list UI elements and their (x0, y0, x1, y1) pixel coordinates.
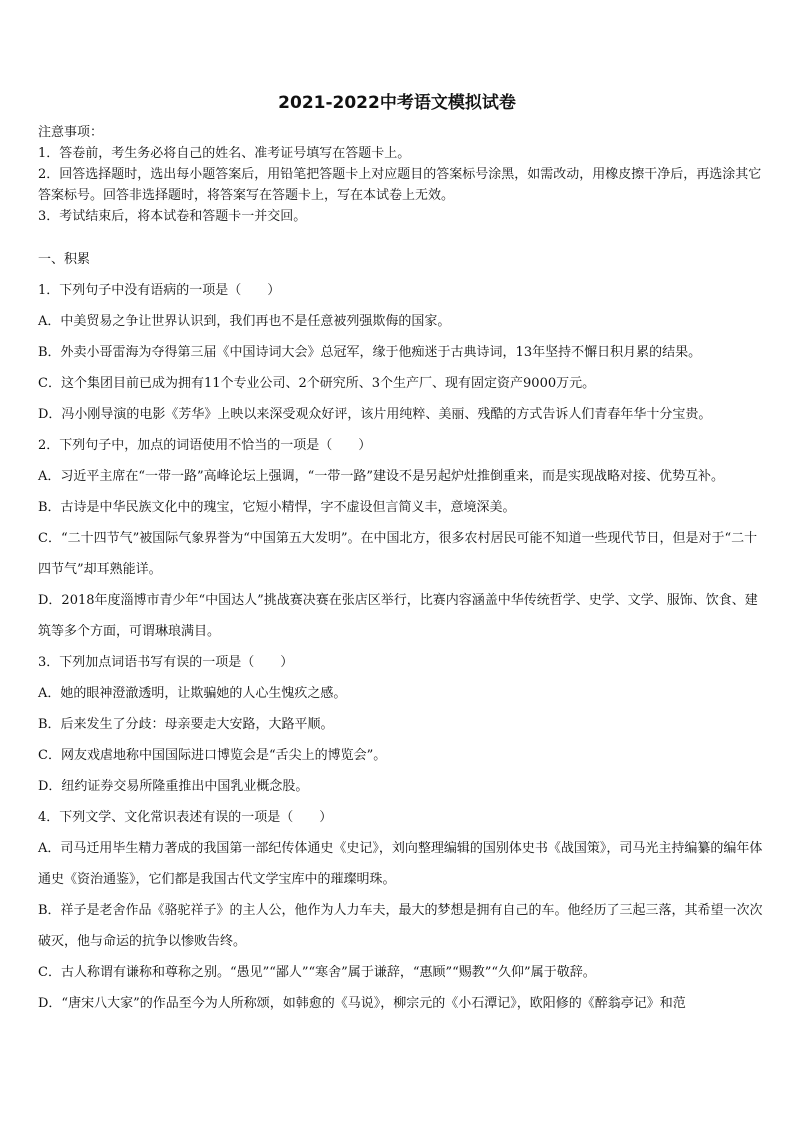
question-option: A．她的眼神澄澈透明，让欺骗她的人心生愧疚之感。 (38, 686, 347, 701)
question-option: B．祥子是老舍作品《骆驼祥子》的主人公，他作为人力车夫，最大的梦想是拥有自己的车。他经历了三起三落，其希望一次次破灭，他与命运的抗争以惨败告终。 (38, 903, 763, 949)
notice-item: 3．考试结束后，将本试卷和答题卡一并交回。 (38, 209, 307, 224)
question-option: C．网友戏虐地称中国国际进口博览会是“舌尖上的博览会”。 (38, 748, 387, 763)
question-option: D．2018年度淄博市青少年“中国达人”挑战赛决赛在张店区举行，比赛内容涵盖中华传统哲学、史学、文学、服饰、饮食、建筑等多个方面，可谓琳琅满目。 (38, 593, 758, 639)
question-option: C．“二十四节气”被国际气象界誉为“中国第五大发明”。在中国北方，很多农村居民可能不知道一些现代节日，但是对于“二十四节气”却耳熟能详。 (38, 531, 758, 577)
question-option: C．古人称谓有谦称和尊称之别。“愚见”“鄙人”“寒舍”属于谦辞，“惠顾”“赐教”“久仰”属于敬辞。 (38, 965, 596, 980)
question-option: D．纽约证券交易所隆重推出中国乳业概念股。 (38, 779, 309, 794)
notice-block (38, 122, 766, 227)
question-option: A．司马迁用毕生精力著成的我国第一部纪传体通史《史记》，刘向整理编辑的国别体史书《战国策》，司马光主持编纂的编年体通史《资治通鉴》，它们都是我国古代文学宝库中的璀璨明珠。 (38, 841, 763, 887)
question-stem: 2．下列句子中，加点的词语使用不恰当的一项是（ ） (38, 438, 372, 453)
page-title: 2021-2022中考语文模拟试卷 (278, 93, 516, 113)
question-stem: 1．下列句子中没有语病的一项是（ ） (38, 283, 281, 298)
notice-item: 1．答卷前，考生务必将自己的姓名、准考证号填写在答题卡上。 (38, 146, 411, 161)
question-option: B．外卖小哥雷海为夺得第三届《中国诗词大会》总冠军，缘于他痴迷于古典诗词，13年坚持不懈日积月累的结果。 (38, 345, 702, 360)
question-stem: 4．下列文学、文化常识表述有误的一项是（ ） (38, 810, 333, 825)
questions-block (38, 244, 766, 1019)
question-option: A．中美贸易之争让世界认识到，我们再也不是任意被列强欺侮的国家。 (38, 314, 451, 329)
question-option: A．习近平主席在“一带一路”高峰论坛上强调，“一带一路”建设不是另起炉灶推倒重来，而是实现战略对接、优势互补。 (38, 469, 724, 484)
notice-item: 2．回答选择题时，选出每小题答案后，用铅笔把答题卡上对应题目的答案标号涂黑，如需改动，用橡皮擦干净后，再选涂其它答案标号。回答非选择题时，将答案写在答题卡上，写在本试卷上无效。 (38, 167, 762, 203)
question-option: B．古诗是中华民族文化中的瑰宝，它短小精悍，字不虚设但言简义丰，意境深美。 (38, 500, 516, 515)
question-option: C．这个集团目前已成为拥有11个专业公司、2个研究所、3个生产厂、现有固定资产9000万元。 (38, 376, 596, 391)
question-option: D．“唐宋八大家”的作品至今为人所称颂，如韩愈的《马说》，柳宗元的《小石潭记》，欧阳修的《醉翁亭记》和范 (38, 996, 686, 1011)
question-option: B．后来发生了分歧：母亲要走大安路，大路平顺。 (38, 717, 334, 732)
section-heading: 一、积累 (38, 252, 91, 267)
question-option: D．冯小刚导演的电影《芳华》上映以来深受观众好评，该片用纯粹、美丽、残酷的方式告诉人们青春年华十分宝贵。 (38, 407, 712, 422)
notice-heading: 注意事项： (38, 125, 104, 140)
question-stem: 3．下列加点词语书写有误的一项是（ ） (38, 655, 294, 670)
